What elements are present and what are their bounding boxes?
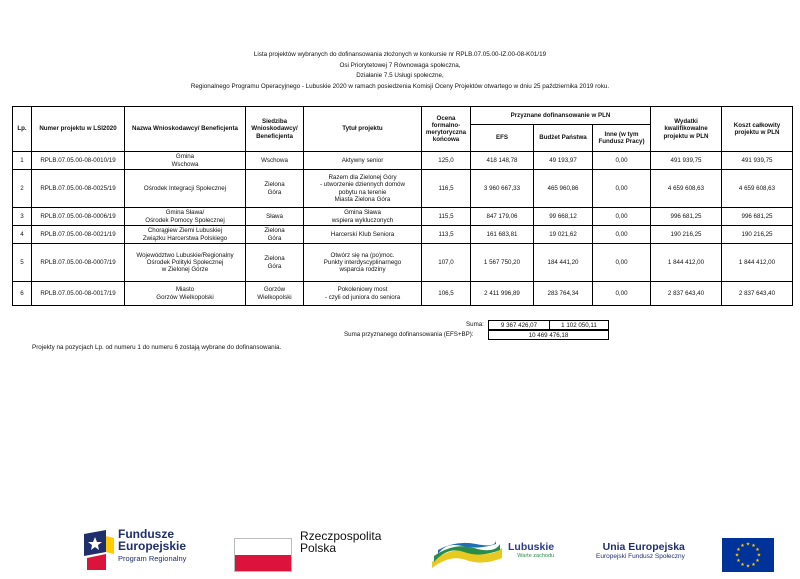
cell-nazwa: Chorągiew Ziemi Lubuskiej Związku Harcerstwa Polskiego [125, 226, 246, 244]
header-koszt: Koszt całkowity projektu w PLN [722, 107, 793, 152]
header-wydatki: Wydatki kwalifikowalne projektu w PLN [651, 107, 722, 152]
cell-inne: 0,00 [593, 226, 651, 244]
cell-nazwa: Ośrodek Integracji Społecznej [125, 170, 246, 208]
cell-bp: 99 668,12 [534, 208, 593, 226]
cell-inne: 0,00 [593, 244, 651, 282]
cell-lp: 1 [13, 152, 32, 170]
cell-ocena: 125,0 [422, 152, 471, 170]
eu-star-icon: ★ [745, 541, 751, 548]
cell-wydatki: 2 837 643,40 [651, 282, 722, 306]
table-row [13, 170, 793, 208]
header-line-2: Osi Priorytetowej 7 Równowaga społeczna, [339, 61, 461, 69]
table-row [13, 226, 793, 244]
cell-efs: 2 411 996,89 [471, 282, 534, 306]
cell-nazwa: Gmina Sława/ Ośrodek Pomocy Społecznej [125, 208, 246, 226]
eu-star-icon: ★ [756, 552, 762, 559]
rzeczpospolita-text [300, 530, 381, 554]
cell-ocena: 113,5 [422, 226, 471, 244]
header-line-1: Lista projektów wybranych do dofinansowania złożonych w konkursie nr RPLB.07.05.00-IZ.00-08-K01/19 [253, 51, 547, 58]
eu-star-icon: ★ [736, 558, 741, 565]
lubuskie-logo [430, 538, 504, 572]
table-row [13, 282, 793, 306]
cell-inne: 0,00 [593, 208, 651, 226]
cell-inne: 0,00 [593, 170, 651, 208]
total-label: Suma przyznanego dofinansowania (EFS+BP): [344, 331, 474, 338]
cell-siedziba: Sława [246, 208, 304, 226]
eu-star-icon: ★ [740, 543, 745, 550]
rp-line-1: Rzeczpospolita [300, 529, 382, 543]
cell-tytul: Pokoleniowy most - czyli od juniora do seniora [304, 282, 422, 306]
cell-siedziba: Zielona Góra [246, 170, 304, 208]
fe-subtitle: Program Regionalny [118, 554, 187, 563]
cell-numer: RPLB.07.05.00-08-0006/19 [32, 208, 125, 226]
rp-line-2: Polska [300, 541, 337, 555]
projects-table [12, 106, 793, 306]
ue-title: Unia Europejska [602, 541, 685, 553]
eu-stars-icon [722, 538, 774, 572]
header-przyznane: Przyznane dofinansowanie w PLN [471, 107, 651, 125]
header-ocena: Ocena formalno-merytoryczna końcowa [422, 107, 471, 152]
cell-efs: 161 683,81 [471, 226, 534, 244]
cell-wydatki: 996 681,25 [651, 208, 722, 226]
eu-star-icon: ★ [734, 552, 740, 559]
cell-tytul: Gmina Sława wspiera wykluczonych [304, 208, 422, 226]
cell-koszt: 2 837 643,40 [722, 282, 793, 306]
header-inne: Inne (w tym Fundusz Pracy) [593, 125, 651, 152]
header-line-4: Regionalnego Programu Operacyjnego - Lubuskie 2020 w ramach posiedzenia Komisji Oceny Projektów otwartego w dniu 25 października 2019 roku. [190, 82, 610, 90]
header-nazwa: Nazwa Wnioskodawcy/ Beneficjenta [125, 107, 246, 152]
cell-numer: RPLB.07.05.00-08-0010/19 [32, 152, 125, 170]
cell-numer: RPLB.07.05.00-08-0007/19 [32, 244, 125, 282]
cell-efs: 418 148,78 [471, 152, 534, 170]
lubuskie-title: Lubuskie [508, 541, 555, 553]
header-line-3: Działanie 7.5 Usługi społeczne, [356, 72, 444, 80]
fundusze-europejskie-text [118, 528, 186, 563]
cell-numer: RPLB.07.05.00-08-0021/19 [32, 226, 125, 244]
cell-lp: 5 [13, 244, 32, 282]
eu-flag [722, 538, 774, 572]
fe-title-1: Fundusze [118, 527, 174, 541]
cell-siedziba: Zielona Góra [246, 226, 304, 244]
cell-nazwa: Województwo Lubuskie/Regionalny Ośrodek Polityki Społecznej w Zielonej Górze [125, 244, 246, 282]
header-bp: Budżet Państwa [534, 125, 593, 152]
eu-star-icon: ★ [740, 562, 745, 569]
ue-subtitle: Europejski Fundusz Społeczny [596, 553, 685, 560]
cell-lp: 2 [13, 170, 32, 208]
unia-europejska-text [596, 542, 685, 560]
cell-siedziba: Gorzów Wielkopolski [246, 282, 304, 306]
header-siedziba: Siedziba Wnioskodawcy/ Beneficjenta [246, 107, 304, 152]
suma-bp: 1 102 050,11 [549, 320, 609, 330]
lubuskie-subtitle: Warte zachodu [517, 553, 555, 559]
lubuskie-text [508, 542, 554, 559]
cell-ocena: 106,5 [422, 282, 471, 306]
cell-lp: 6 [13, 282, 32, 306]
cell-efs: 3 960 667,33 [471, 170, 534, 208]
cell-siedziba: Zielona Góra [246, 244, 304, 282]
cell-wydatki: 190 216,25 [651, 226, 722, 244]
suma-label: Suma: [466, 321, 484, 328]
cell-efs: 847 179,06 [471, 208, 534, 226]
fe-star-icon [84, 530, 114, 570]
eu-star-icon: ★ [751, 562, 756, 569]
cell-koszt: 190 216,25 [722, 226, 793, 244]
cell-numer: RPLB.07.05.00-08-0017/19 [32, 282, 125, 306]
cell-wydatki: 491 939,75 [651, 152, 722, 170]
cell-lp: 3 [13, 208, 32, 226]
eu-star-icon: ★ [751, 543, 756, 550]
header-lp: Lp. [13, 107, 32, 152]
cell-inne: 0,00 [593, 282, 651, 306]
cell-ocena: 107,0 [422, 244, 471, 282]
table-row [13, 208, 793, 226]
cell-tytul: Otwórz się na (po)moc. Punkty interdyscyplinarnego wsparcia rodziny [304, 244, 422, 282]
cell-wydatki: 4 659 608,63 [651, 170, 722, 208]
cell-bp: 19 021,62 [534, 226, 593, 244]
header-tytul: Tytuł projektu [304, 107, 422, 152]
cell-tytul: Harcerski Klub Seniora [304, 226, 422, 244]
suma-efs: 9 367 426,07 [488, 320, 550, 330]
cell-ocena: 115,5 [422, 208, 471, 226]
eu-star-icon: ★ [736, 547, 741, 554]
selection-note: Projekty na pozycjach Lp. od numeru 1 do numeru 6 zostają wybrane do dofinansowania. [32, 344, 282, 351]
cell-efs: 1 567 750,20 [471, 244, 534, 282]
cell-bp: 49 193,97 [534, 152, 593, 170]
document-header [0, 50, 800, 92]
cell-tytul: Aktywny senior [304, 152, 422, 170]
table-row [13, 152, 793, 170]
cell-nazwa: Miasto Gorzów Wielkopolski [125, 282, 246, 306]
cell-inne: 0,00 [593, 152, 651, 170]
cell-koszt: 4 659 608,63 [722, 170, 793, 208]
fe-title-2: Europejskie [118, 539, 187, 553]
cell-bp: 283 764,34 [534, 282, 593, 306]
header-efs: EFS [471, 125, 534, 152]
eu-star-icon: ★ [755, 547, 760, 554]
table-row [13, 244, 793, 282]
eu-star-icon: ★ [755, 558, 760, 565]
cell-tytul: Razem dla Zielonej Góry - utworzenie dziennych domów pobytu na terenie Miasta Zielona Góra [304, 170, 422, 208]
cell-bp: 465 960,86 [534, 170, 593, 208]
fundusze-europejskie-logo [84, 530, 114, 570]
cell-siedziba: Wschowa [246, 152, 304, 170]
header-numer: Numer projektu w LSI2020 [32, 107, 125, 152]
eu-star-icon: ★ [745, 563, 751, 570]
cell-ocena: 116,5 [422, 170, 471, 208]
cell-koszt: 996 681,25 [722, 208, 793, 226]
total-value: 10 469 476,18 [488, 330, 609, 340]
cell-nazwa: Gmina Wschowa [125, 152, 246, 170]
cell-koszt: 1 844 412,00 [722, 244, 793, 282]
polish-flag [234, 538, 292, 572]
lubuskie-waves-icon [430, 538, 504, 572]
cell-lp: 4 [13, 226, 32, 244]
cell-bp: 184 441,20 [534, 244, 593, 282]
cell-numer: RPLB.07.05.00-08-0025/19 [32, 170, 125, 208]
cell-koszt: 491 939,75 [722, 152, 793, 170]
cell-wydatki: 1 844 412,00 [651, 244, 722, 282]
